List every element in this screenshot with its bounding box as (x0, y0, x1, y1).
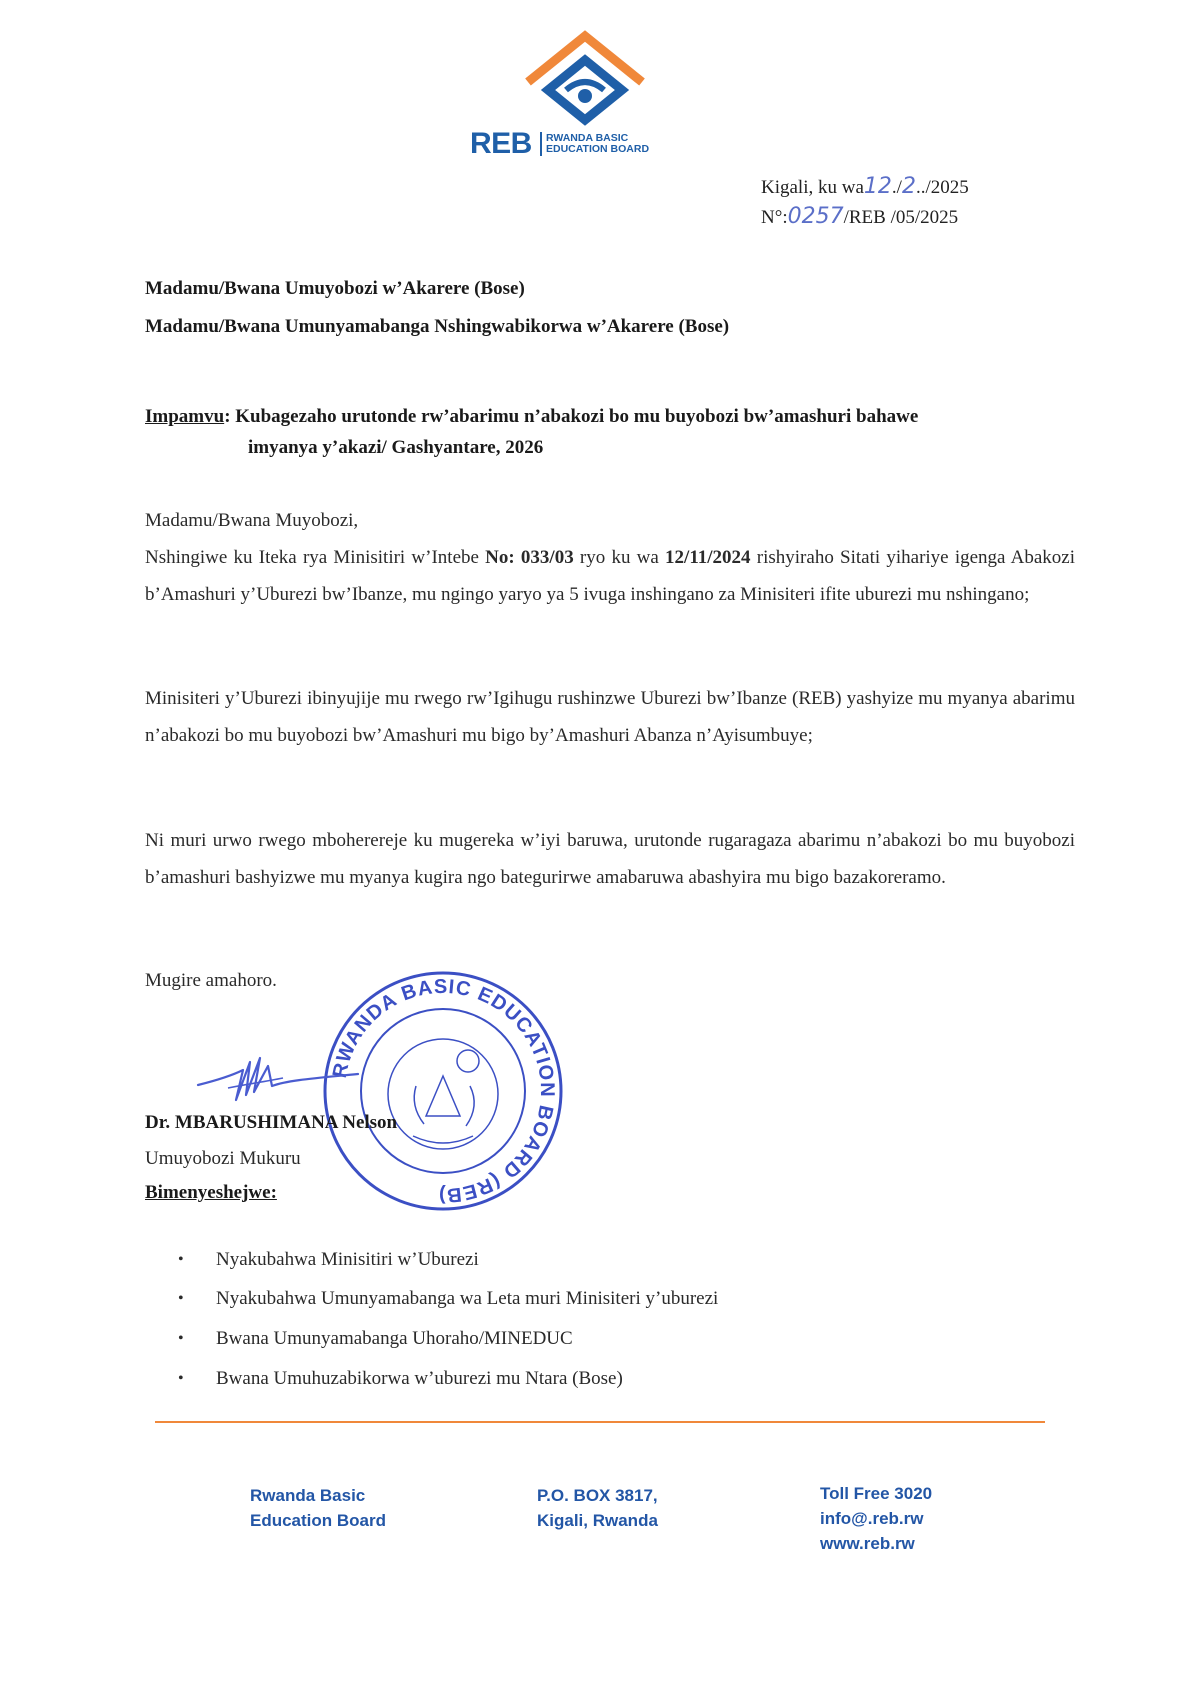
bullet-icon: • (178, 1330, 184, 1347)
bullet-icon: • (178, 1370, 184, 1387)
bullet-icon: • (178, 1290, 184, 1307)
footer-address-line-2: Kigali, Rwanda (537, 1511, 658, 1530)
subject-line-1: Impamvu: Kubagezaho urutonde rw’abarimu n’abakozi bo mu buyobozi bw’amashuri bahawe (145, 406, 919, 427)
cc-heading: Bimenyeshejwe: (145, 1182, 277, 1203)
signatory-name: Dr. MBARUSHIMANA Nelson (145, 1112, 398, 1133)
addressee-line-2: Madamu/Bwana Umunyamabanga Nshingwabikorwa w’Akarere (Bose) (145, 316, 730, 337)
paragraph-3: Ni muri urwo rwego mboherereje ku mugereka w’iyi baruwa, urutonde rugaragaza abarimu n’abakozi bo mu buyobozi b’amashuri bashyizwe mu myanya kugira ngo bategurirwe amabaruwa abashyira mu bigo bazakoreramo. (145, 830, 1075, 888)
reb-logo-mark-icon (522, 30, 648, 126)
letter-date: Kigali, ku wa12./2../2025 (761, 174, 969, 199)
subject-text-1: Kubagezaho urutonde rw’abarimu n’abakozi bo mu buyobozi bw’amashuri bahawe (235, 406, 919, 427)
signatory-title: Umuyobozi Mukuru (145, 1148, 301, 1169)
ref-suffix: /REB /05/2025 (843, 207, 959, 228)
bullet-icon: • (178, 1251, 184, 1268)
ref-prefix: N°: (761, 207, 788, 228)
stamp-text: RWANDA BASIC EDUCATION BOARD (REB) (328, 975, 559, 1207)
paragraph-2: Minisiteri y’Uburezi ibinyujije mu rwego rw’Igihugu rushinzwe Uburezi bw’Ibanze (REB) yashyize mu myanya abarimu n’abakozi bo mu buyobozi bw’Amashuri mu bigo by’Amashuri Abanza n’Ayisumbuye; (145, 688, 1075, 746)
subject-text-2: imyanya y’akazi/ Gashyantare, 2026 (248, 437, 544, 458)
footer-divider (155, 1421, 1045, 1423)
logo-name-line1: RWANDA BASIC (546, 132, 629, 144)
paragraph-1: Nshingiwe ku Iteka rya Minisitiri w’Intebe No: 033/03 ryo ku wa 12/11/2024 rishyiraho Sitati yihariye igenga Abakozi b’Amashuri y’Uburezi bw’Ibanze, mu ngingo yaryo ya 5 ivuga inshingano za Minisiteri ifite uburezi mu nshingano; (145, 547, 1075, 605)
handwritten-signature-icon (188, 1040, 368, 1110)
date-prefix: Kigali, ku wa (761, 177, 864, 198)
logo-abbreviation: REB (470, 127, 532, 160)
footer-org-line-2: Education Board (250, 1511, 387, 1530)
cc-list-item: • Nyakubahwa Minisitiri w’Uburezi (178, 1247, 878, 1273)
addressee-line-1: Madamu/Bwana Umuyobozi w’Akarere (Bose) (145, 278, 525, 299)
date-day-handwritten: 12 (863, 174, 892, 199)
footer-address-line-1: P.O. BOX 3817, (537, 1486, 658, 1505)
cc-list-item: • Bwana Umunyamabanga Uhoraho/MINEDUC (178, 1326, 878, 1352)
letter-reference-number (761, 204, 958, 231)
cc-list-item: • Nyakubahwa Umunyamabanga wa Leta muri Minisiteri y’uburezi (178, 1286, 878, 1312)
cc-list-item: • Bwana Umuhuzabikorwa w’uburezi mu Ntara (Bose) (178, 1366, 878, 1392)
reb-logo (470, 30, 700, 160)
logo-name-line2: EDUCATION BOARD (546, 143, 650, 155)
closing: Mugire amahoro. (145, 970, 277, 991)
footer-website-link[interactable]: www.reb.rw (820, 1534, 915, 1553)
footer-toll-free: Toll Free 3020 (820, 1484, 933, 1503)
logo-divider (540, 132, 542, 156)
subject-label: Impamvu (145, 406, 225, 427)
date-year: /2025 (925, 177, 969, 198)
date-month-handwritten: 2 (901, 174, 916, 199)
footer-org-line-1: Rwanda Basic (250, 1486, 366, 1505)
footer-email-link[interactable]: info@.reb.rw (820, 1509, 924, 1528)
salutation: Madamu/Bwana Muyobozi, (145, 510, 359, 531)
ref-number-handwritten: 0257 (787, 204, 844, 229)
